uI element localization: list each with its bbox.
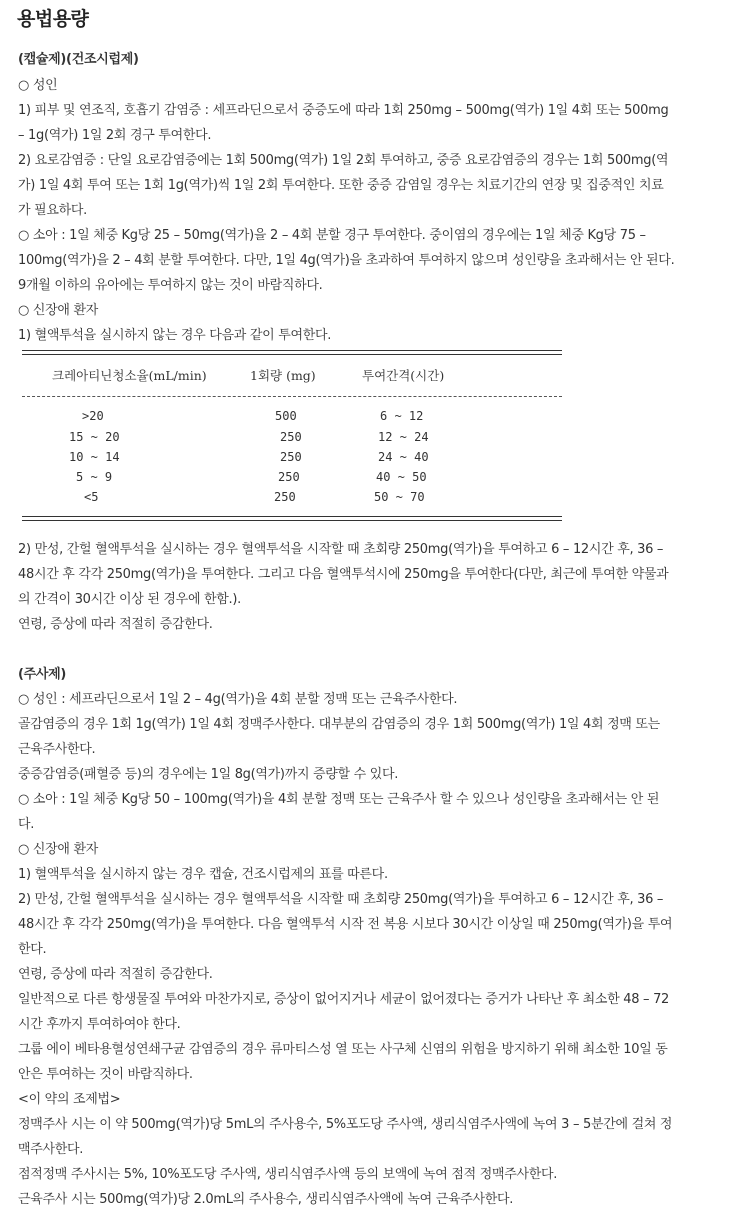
injection-line: 근육주사한다. bbox=[18, 742, 96, 757]
injection-line: 맥주사한다. bbox=[18, 1142, 84, 1157]
injection-line: 다. bbox=[18, 817, 35, 832]
table-cell: 250 bbox=[274, 490, 296, 504]
table-header-clearance: 크레아티닌청소율(mL/min) bbox=[52, 368, 207, 383]
table-cell: 40 ~ 50 bbox=[376, 470, 427, 484]
table-cell: 250 bbox=[280, 430, 302, 444]
injection-line: 중증감염증(패혈증 등)의 경우에는 1일 8g(역가)까지 증량할 수 있다. bbox=[18, 767, 399, 782]
injection-line: 그룹 에이 베타용혈성연쇄구균 감염증의 경우 류마티스성 열 또는 사구체 신염의 위험을 방지하기 위해 최소한 10일 동 bbox=[18, 1042, 668, 1057]
creatinine-dosage-table bbox=[22, 346, 567, 526]
capsule-line: 2) 만성, 간헐 혈액투석을 실시하는 경우 혈액투석을 시작할 때 초회량 250mg(역가)을 투여하고 6 – 12시간 후, 36 – bbox=[18, 542, 664, 557]
capsule-line: – 1g(역가) 1일 2회 경구 투여한다. bbox=[18, 128, 212, 143]
injection-line: 한다. bbox=[18, 942, 47, 957]
capsule-line: 의 간격이 30시간 이상 된 경우에 한함.). bbox=[18, 592, 241, 607]
table-cell: 6 ~ 12 bbox=[380, 409, 424, 423]
table-bottom-rule bbox=[22, 516, 562, 521]
table-cell: 250 bbox=[278, 470, 300, 484]
table-cell: 24 ~ 40 bbox=[378, 450, 429, 464]
injection-line: 골감염증의 경우 1회 1g(역가) 1일 4회 정맥주사한다. 대부분의 감염증의 경우 1회 500mg(역가) 1일 4회 정맥 또는 bbox=[18, 717, 660, 732]
table-header-rule bbox=[22, 396, 562, 397]
capsule-line: 가) 1일 4회 투여 또는 1회 1g(역가)씩 1일 2회 투여한다. 또한 중증 감염일 경우는 치료기간의 연장 및 집중적인 치료 bbox=[18, 178, 664, 193]
table-cell: 10 ~ 14 bbox=[69, 450, 120, 464]
injection-line: ○ 신장애 환자 bbox=[18, 842, 98, 857]
injection-line: 시간 후까지 투여하여야 한다. bbox=[18, 1017, 181, 1032]
table-cell: 50 ~ 70 bbox=[374, 490, 425, 504]
injection-line: 1) 혈액투석을 실시하지 않는 경우 캡슐, 건조시럽제의 표를 따른다. bbox=[18, 867, 388, 882]
capsule-line: 48시간 후 각각 250mg(역가)을 투여한다. 그리고 다음 혈액투석시에 250mg을 투여한다(다만, 최근에 투여한 약물과 bbox=[18, 567, 669, 582]
injection-line: 점적정맥 주사시는 5%, 10%포도당 주사액, 생리식염주사액 등의 보액에 녹여 점적 정맥주사한다. bbox=[18, 1167, 558, 1182]
capsule-line: 2) 요로감염증 : 단일 요로감염증에는 1회 500mg(역가) 1일 2회 투여하고, 중증 요로감염증의 경우는 1회 500mg(역 bbox=[18, 153, 669, 168]
table-top-rule bbox=[22, 350, 562, 355]
table-header-interval: 투여간격(시간) bbox=[362, 368, 445, 383]
capsule-line: 연령, 증상에 따라 적절히 증감한다. bbox=[18, 617, 213, 632]
injection-line: 일반적으로 다른 항생물질 투여와 마찬가지로, 증상이 없어지거나 세균이 없어졌다는 증거가 나타난 후 최소한 48 – 72 bbox=[18, 992, 670, 1007]
table-cell: 500 bbox=[275, 409, 297, 423]
injection-heading: (주사제) bbox=[18, 667, 67, 682]
injection-line: 2) 만성, 간헐 혈액투석을 실시하는 경우 혈액투석을 시작할 때 초회량 250mg(역가)을 투여하고 6 – 12시간 후, 36 – bbox=[18, 892, 664, 907]
injection-line: 안은 투여하는 것이 바람직하다. bbox=[18, 1067, 193, 1082]
injection-line: 48시간 후 각각 250mg(역가)을 투여한다. 다음 혈액투석 시작 전 복용 시보다 30시간 이상일 때 250mg(역가)을 투여 bbox=[18, 917, 673, 932]
capsule-line: 9개월 이하의 유아에는 투여하지 않는 것이 바람직하다. bbox=[18, 278, 323, 293]
table-cell: >20 bbox=[82, 409, 104, 423]
capsule-line: 1) 혈액투석을 실시하지 않는 경우 다음과 같이 투여한다. bbox=[18, 328, 332, 343]
table-cell: 5 ~ 9 bbox=[76, 470, 113, 484]
table-header-dose: 1회량 (mg) bbox=[250, 368, 316, 383]
table-cell: 250 bbox=[280, 450, 302, 464]
injection-line: 연령, 증상에 따라 적절히 증감한다. bbox=[18, 967, 213, 982]
page-title: 용법용량 bbox=[17, 8, 89, 30]
capsule-line: ○ 성인 bbox=[18, 78, 58, 93]
table-cell: <5 bbox=[84, 490, 99, 504]
capsule-line: 가 필요하다. bbox=[18, 203, 87, 218]
capsule-line: ○ 신장애 환자 bbox=[18, 303, 98, 318]
injection-line: <이 약의 조제법> bbox=[18, 1092, 121, 1107]
capsule-line: 100mg(역가)을 2 – 4회 분할 투여한다. 다만, 1일 4g(역가)을 초과하여 투여하지 않으며 성인량을 초과해서는 안 된다. bbox=[18, 253, 675, 268]
table-cell: 12 ~ 24 bbox=[378, 430, 429, 444]
injection-line: 정맥주사 시는 이 약 500mg(역가)당 5mL의 주사용수, 5%포도당 주사액, 생리식염주사액에 녹여 3 – 5분간에 걸쳐 정 bbox=[18, 1117, 673, 1132]
injection-line: ○ 소아 : 1일 체중 Kg당 50 – 100mg(역가)을 4회 분할 정맥 또는 근육주사 할 수 있으나 성인량을 초과해서는 안 된 bbox=[18, 792, 660, 807]
table-cell: 15 ~ 20 bbox=[69, 430, 120, 444]
injection-line: 근육주사 시는 500mg(역가)당 2.0mL의 주사용수, 생리식염주사액에 녹여 근육주사한다. bbox=[18, 1192, 514, 1207]
capsule-heading: (캡슐제)(건조시럽제) bbox=[18, 52, 139, 67]
capsule-line: 1) 피부 및 연조직, 호흡기 감염증 : 세프라딘으로서 중증도에 따라 1회 250mg – 500mg(역가) 1일 4회 또는 500mg bbox=[18, 103, 669, 118]
capsule-line: ○ 소아 : 1일 체중 Kg당 25 – 50mg(역가)을 2 – 4회 분할 경구 투여한다. 중이염의 경우에는 1일 체중 Kg당 75 – bbox=[18, 228, 646, 243]
injection-line: ○ 성인 : 세프라딘으로서 1일 2 – 4g(역가)을 4회 분할 정맥 또는 근육주사한다. bbox=[18, 692, 458, 707]
